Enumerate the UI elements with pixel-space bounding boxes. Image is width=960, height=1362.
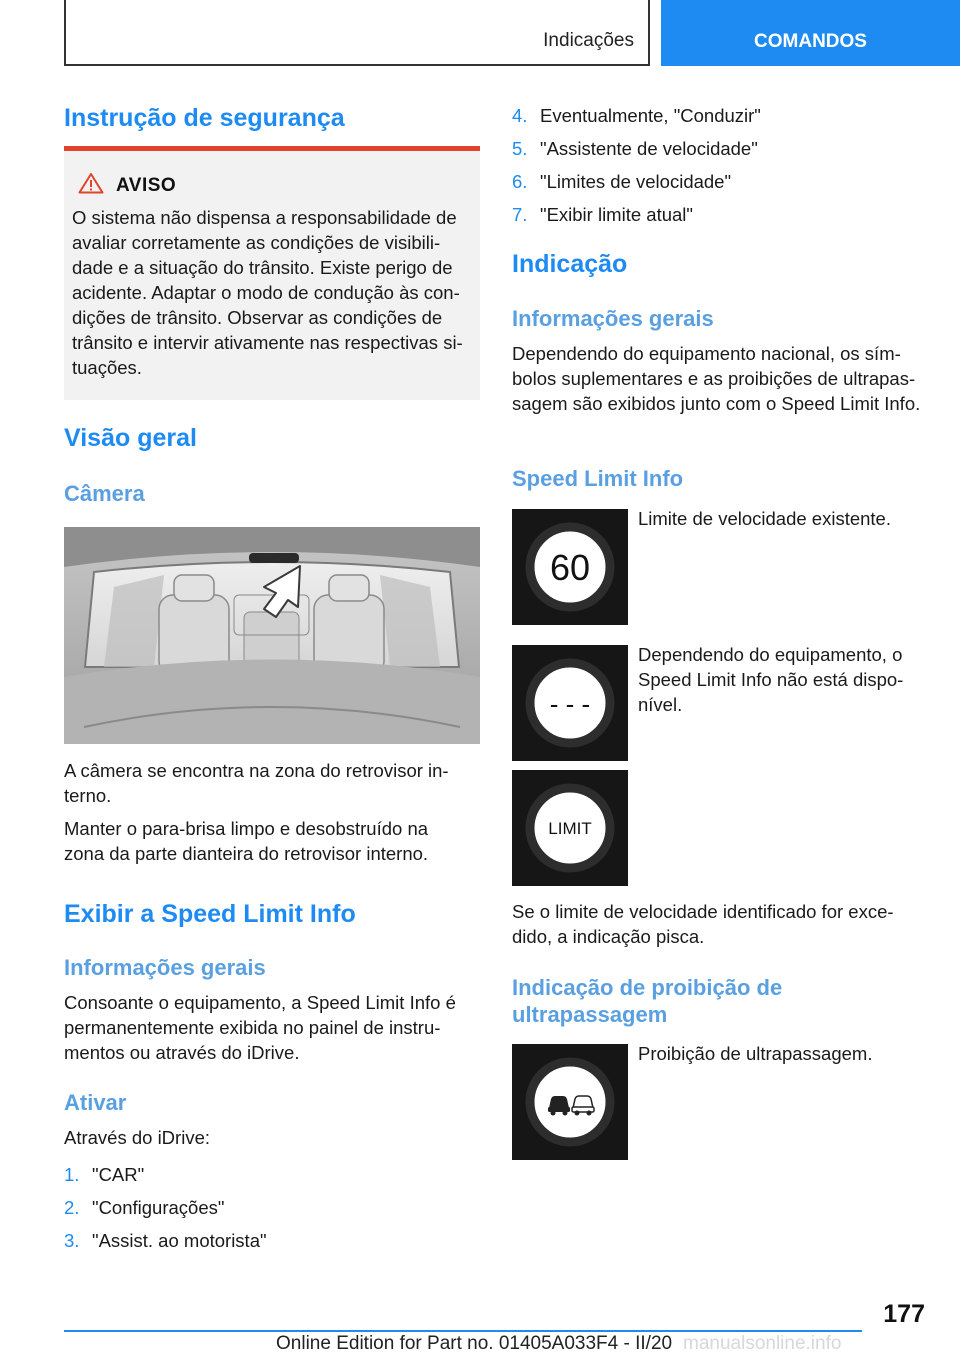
svg-text:LIMIT: LIMIT <box>548 819 592 838</box>
activate-intro: Através do iDrive: <box>64 1127 210 1148</box>
footer-rule <box>64 1330 862 1332</box>
no-pass-title: Indicação de proibição de ultrapassagem <box>512 975 783 1027</box>
list-item: 2. "Configurações" <box>64 1197 225 1218</box>
speed-limit-sign-icon <box>512 770 628 886</box>
list-item: 3. "Assist. ao motorista" <box>64 1230 267 1251</box>
header-section-title: Indicações <box>543 30 634 51</box>
page-number: 177 <box>883 1300 925 1328</box>
warning-label: AVISO <box>116 174 177 196</box>
exceed-text: Se o limite de velocidade identificado for exce-dido, a indicação pisca. <box>512 901 894 947</box>
sli-title: Speed Limit Info <box>512 466 684 491</box>
right-general-title: Informações gerais <box>512 306 714 331</box>
speed-60-sign-icon <box>512 509 628 625</box>
list-item: 5. "Assistente de velocidade" <box>512 138 758 159</box>
left-steps-list <box>64 1158 267 1257</box>
svg-text:60: 60 <box>549 547 591 588</box>
camera-interior-image <box>64 527 480 744</box>
no-overtaking-sign-icon <box>512 1044 628 1160</box>
list-item: 7. "Exibir limite atual" <box>512 204 693 225</box>
camera-title: Câmera <box>64 481 145 506</box>
header-chapter-tab: COMANDOS <box>661 0 960 66</box>
no-pass-text: Proibição de ultrapassagem. <box>638 1043 873 1064</box>
warning-triangle-icon <box>78 172 104 199</box>
activate-title: Ativar <box>64 1090 127 1115</box>
left-general-title: Informações gerais <box>64 955 266 980</box>
sign-dash-text: Dependendo do equipamento, o Speed Limit Info não está dispo-nível. <box>638 644 904 715</box>
list-item: 6. "Limites de velocidade" <box>512 171 732 192</box>
left-general-text: Consoante o equipamento, a Speed Limit Info é permanentemente exibida no painel de instru-mentos ou através do iDrive. <box>64 992 456 1063</box>
warning-header <box>72 172 176 199</box>
safety-title: Instrução de segurança <box>64 104 345 132</box>
speed-unavailable-sign-icon <box>512 645 628 761</box>
footer-watermark: manualsonline.info <box>683 1333 842 1354</box>
sign-60-text: Limite de velocidade existente. <box>638 508 891 529</box>
footer-edition: Online Edition for Part no. 01405A033F4 - II/20 <box>276 1333 673 1354</box>
overview-title: Visão geral <box>64 424 197 452</box>
right-steps-list <box>512 99 761 231</box>
display-title: Indicação <box>512 250 628 278</box>
list-item: 4. Eventualmente, "Conduzir" <box>512 105 761 126</box>
show-sli-title: Exibir a Speed Limit Info <box>64 900 356 928</box>
list-item: 1. "CAR" <box>64 1164 145 1185</box>
camera-clean-text: Manter o para-brisa limpo e desobstruído na zona da parte dianteira do retrovisor interno. <box>64 818 429 864</box>
right-general-text: Dependendo do equipamento nacional, os sím-bolos suplementares e as proibições de ultrapas-sagem são exibidos junto com o Speed Limit Info. <box>512 343 921 414</box>
warning-text: O sistema não dispensa a responsabilidade de avaliar corretamente as condições de visibili-dade e a situação do trânsito. Existe perigo de acidente. Adaptar o modo de condução às con-dições de trânsito. Observar as condições de trânsito e intervir ativamente nas respectivas si-tuações. <box>72 207 463 378</box>
svg-text:- - -: - - - <box>549 689 591 719</box>
camera-location-text: A câmera se encontra na zona do retrovisor in-terno. <box>64 760 449 806</box>
